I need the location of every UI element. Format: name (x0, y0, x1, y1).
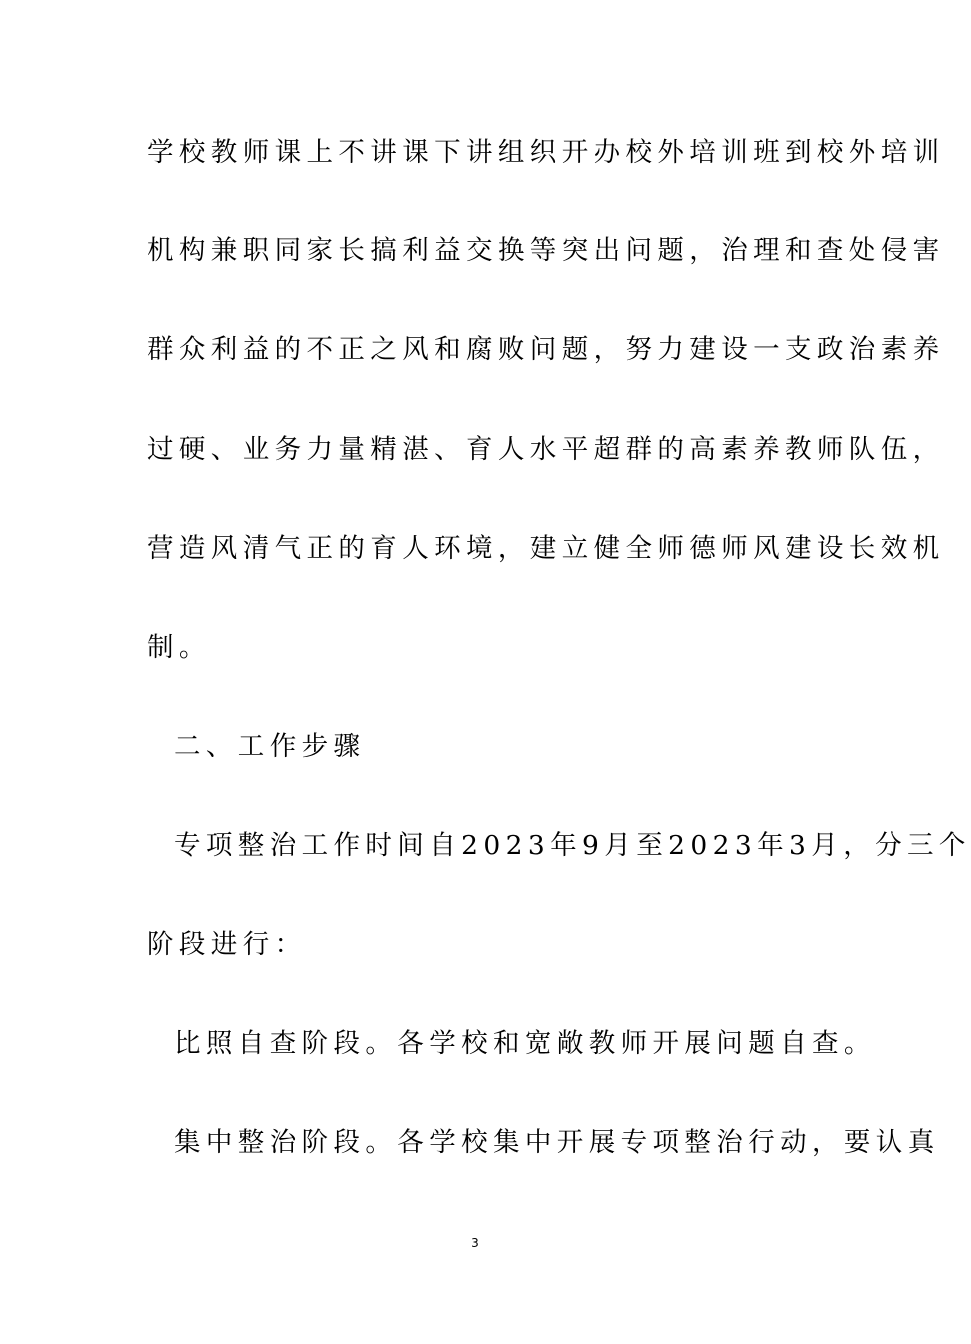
paragraph-line-5: 营造风清气正的育人环境，建立健全师德师风建设长效机 (147, 533, 945, 564)
paragraph-line-6: 制。 (147, 632, 211, 663)
paragraph-line-1: 学校教师课上不讲课下讲组织开办校外培训班到校外培训 (147, 137, 945, 168)
paragraph-line-8: 阶段进行： (147, 929, 307, 960)
paragraph-line-7: 专项整治工作时间自2023年9月至2023年3月，分三个 (174, 830, 971, 861)
paragraph-line-9: 比照自查阶段。各学校和宽敞教师开展问题自查。 (174, 1028, 876, 1059)
paragraph-line-3: 群众利益的不正之风和腐败问题，努力建设一支政治素养 (147, 334, 945, 365)
paragraph-line-10: 集中整治阶段。各学校集中开展专项整治行动，要认真 (174, 1127, 940, 1158)
page-number: 3 (471, 1236, 479, 1250)
paragraph-line-2: 机构兼职同家长搞利益交换等突出问题，治理和查处侵害 (147, 235, 945, 266)
section-heading: 二、工作步骤 (174, 731, 366, 762)
paragraph-line-4: 过硬、业务力量精湛、育人水平超群的高素养教师队伍， (147, 434, 945, 465)
